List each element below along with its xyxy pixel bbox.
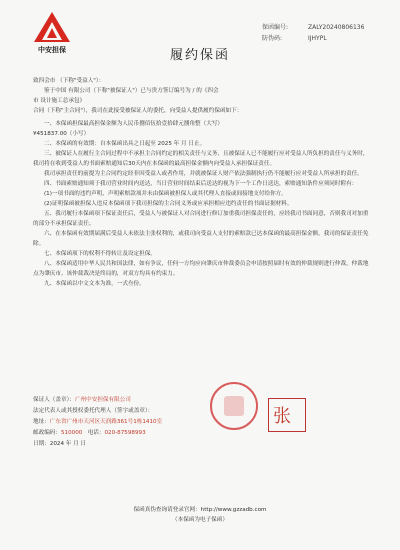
page-title: 履约保函 (169, 48, 230, 63)
clause-6: 六、在本保函有效期届满后受益人未依法主张权利的，或我司向受益人支付的索赔款已达本保函的最高担保金额，我司的保证责任免除。 (33, 231, 369, 247)
clause-3-note: 我司承担责任的前提为主合同约定经非因受益人或者作用，并就被保证人财产依法强制执行仍不能履行应对受益人所承担的责任。 (44, 171, 363, 177)
clause-4-item-1: (1)一项书面的违约声明，声明索赔款项并未由保函被担保人或其代理人直接或间接地支付给你方。 (44, 191, 287, 197)
verify-site-line: 保函真伪查询请登录官网：http://www.gzzadb.com (133, 507, 267, 513)
guarantor-value: 广州中安担保有限公司 (74, 397, 131, 403)
verify-code: IJHYPL (308, 35, 327, 42)
clause-4: 四、书面索赔通知须于我司营业时间内送达，当日营业时间结束后送达的视为下一个工作日送达，索赔通知条件应须同时附有： (44, 181, 358, 187)
recipient-line: 致四会市 （下称"受益人"）： (33, 78, 105, 84)
clause-7: 七、本保函项下的权利不得转让及设定担保。 (44, 251, 156, 257)
clause-9: 九、本保函以中文文本为准，一式叁份。 (44, 281, 145, 287)
postcode-value: 510000 (60, 430, 83, 436)
electronic-note: （本保函为电子保函） (172, 517, 228, 523)
document-meta (262, 22, 364, 44)
date-label: 日期： (33, 441, 50, 447)
intro-line-2: 市 设计施工总承包》 (33, 98, 86, 104)
logo-emblem-icon (32, 10, 72, 44)
footer (0, 505, 400, 525)
clause-3: 三、被保证人在履行主合同过程中不承担主合同约定的相关责任与义务，且被保证人已不能履行应对受益人所负担的责任与义务时，我司将在收到受益人的书面索赔通知后30天内在本保函的最高担保金额内向受益人承担保证责任。 (33, 151, 369, 167)
doc-number: ZALY20240806136 (308, 24, 365, 31)
doc-number-label: 保函编号: (262, 24, 289, 31)
signature-mark: 张 (273, 406, 291, 427)
intro-line-1: 鉴于中国 有限公司（下称"被保证人"）已与贵方签订编号为 / 的《四会 (44, 88, 219, 94)
signature-block (33, 395, 373, 450)
logo-text: 中安担保 (38, 46, 66, 54)
address-label: 地址： (33, 419, 50, 425)
clause-8: 八、本保函适用中华人民共和国法律，如有争议，任何一方均应向肇庆市仲裁委员会申请按照届时有效的仲裁规则进行仲裁，仲裁地点为肇庆市。该仲裁裁决是终局的，对双方均具有约束力。 (33, 261, 369, 277)
phone-label: 电话： (87, 430, 105, 436)
verify-code-label: 防伪码: (262, 35, 283, 42)
clause-5: 五、我司履行本保函项下保证责任后，受益人与被保证人对合同进行修订加重我司担保责任的，应经我司书面同意，否则我司对加重的部分不承担保证责任。 (33, 211, 369, 227)
address-value: 广东省广州市天河区天润路361号1栋1410室 (49, 419, 163, 425)
clause-1: 一、本保函担保最高担保金额为人民币捌佰伍拾壹拾肆元捌角整（大写） (44, 121, 224, 127)
letter-body (33, 76, 371, 289)
phone-value: 020-87598993 (104, 430, 146, 436)
guarantor-label: 保证人（盖章）： (33, 397, 75, 403)
intro-line-3: 合同（下称"主合同"），我司在此接受被保证人的委托，向受益人提供履约保函如下： (33, 108, 243, 114)
clause-4-item-2: (2)证明保函被担保人违反本保函项下我司担保的主合同义务或应承担相应违约责任的书面证据材料。 (44, 201, 293, 207)
clause-2: 二、本保函的有效期：自本保函出具之日起至 2025 年 月 日止。 (44, 141, 206, 147)
postcode-label: 邮政编码： (33, 430, 61, 436)
legal-rep-label: 法定代表人或其授权委托代理人（签字或盖章）： (33, 408, 154, 414)
date-value: 2024 年 月 日 (49, 441, 87, 447)
clause-1-amount: ¥451837.00（小写） (33, 131, 90, 137)
